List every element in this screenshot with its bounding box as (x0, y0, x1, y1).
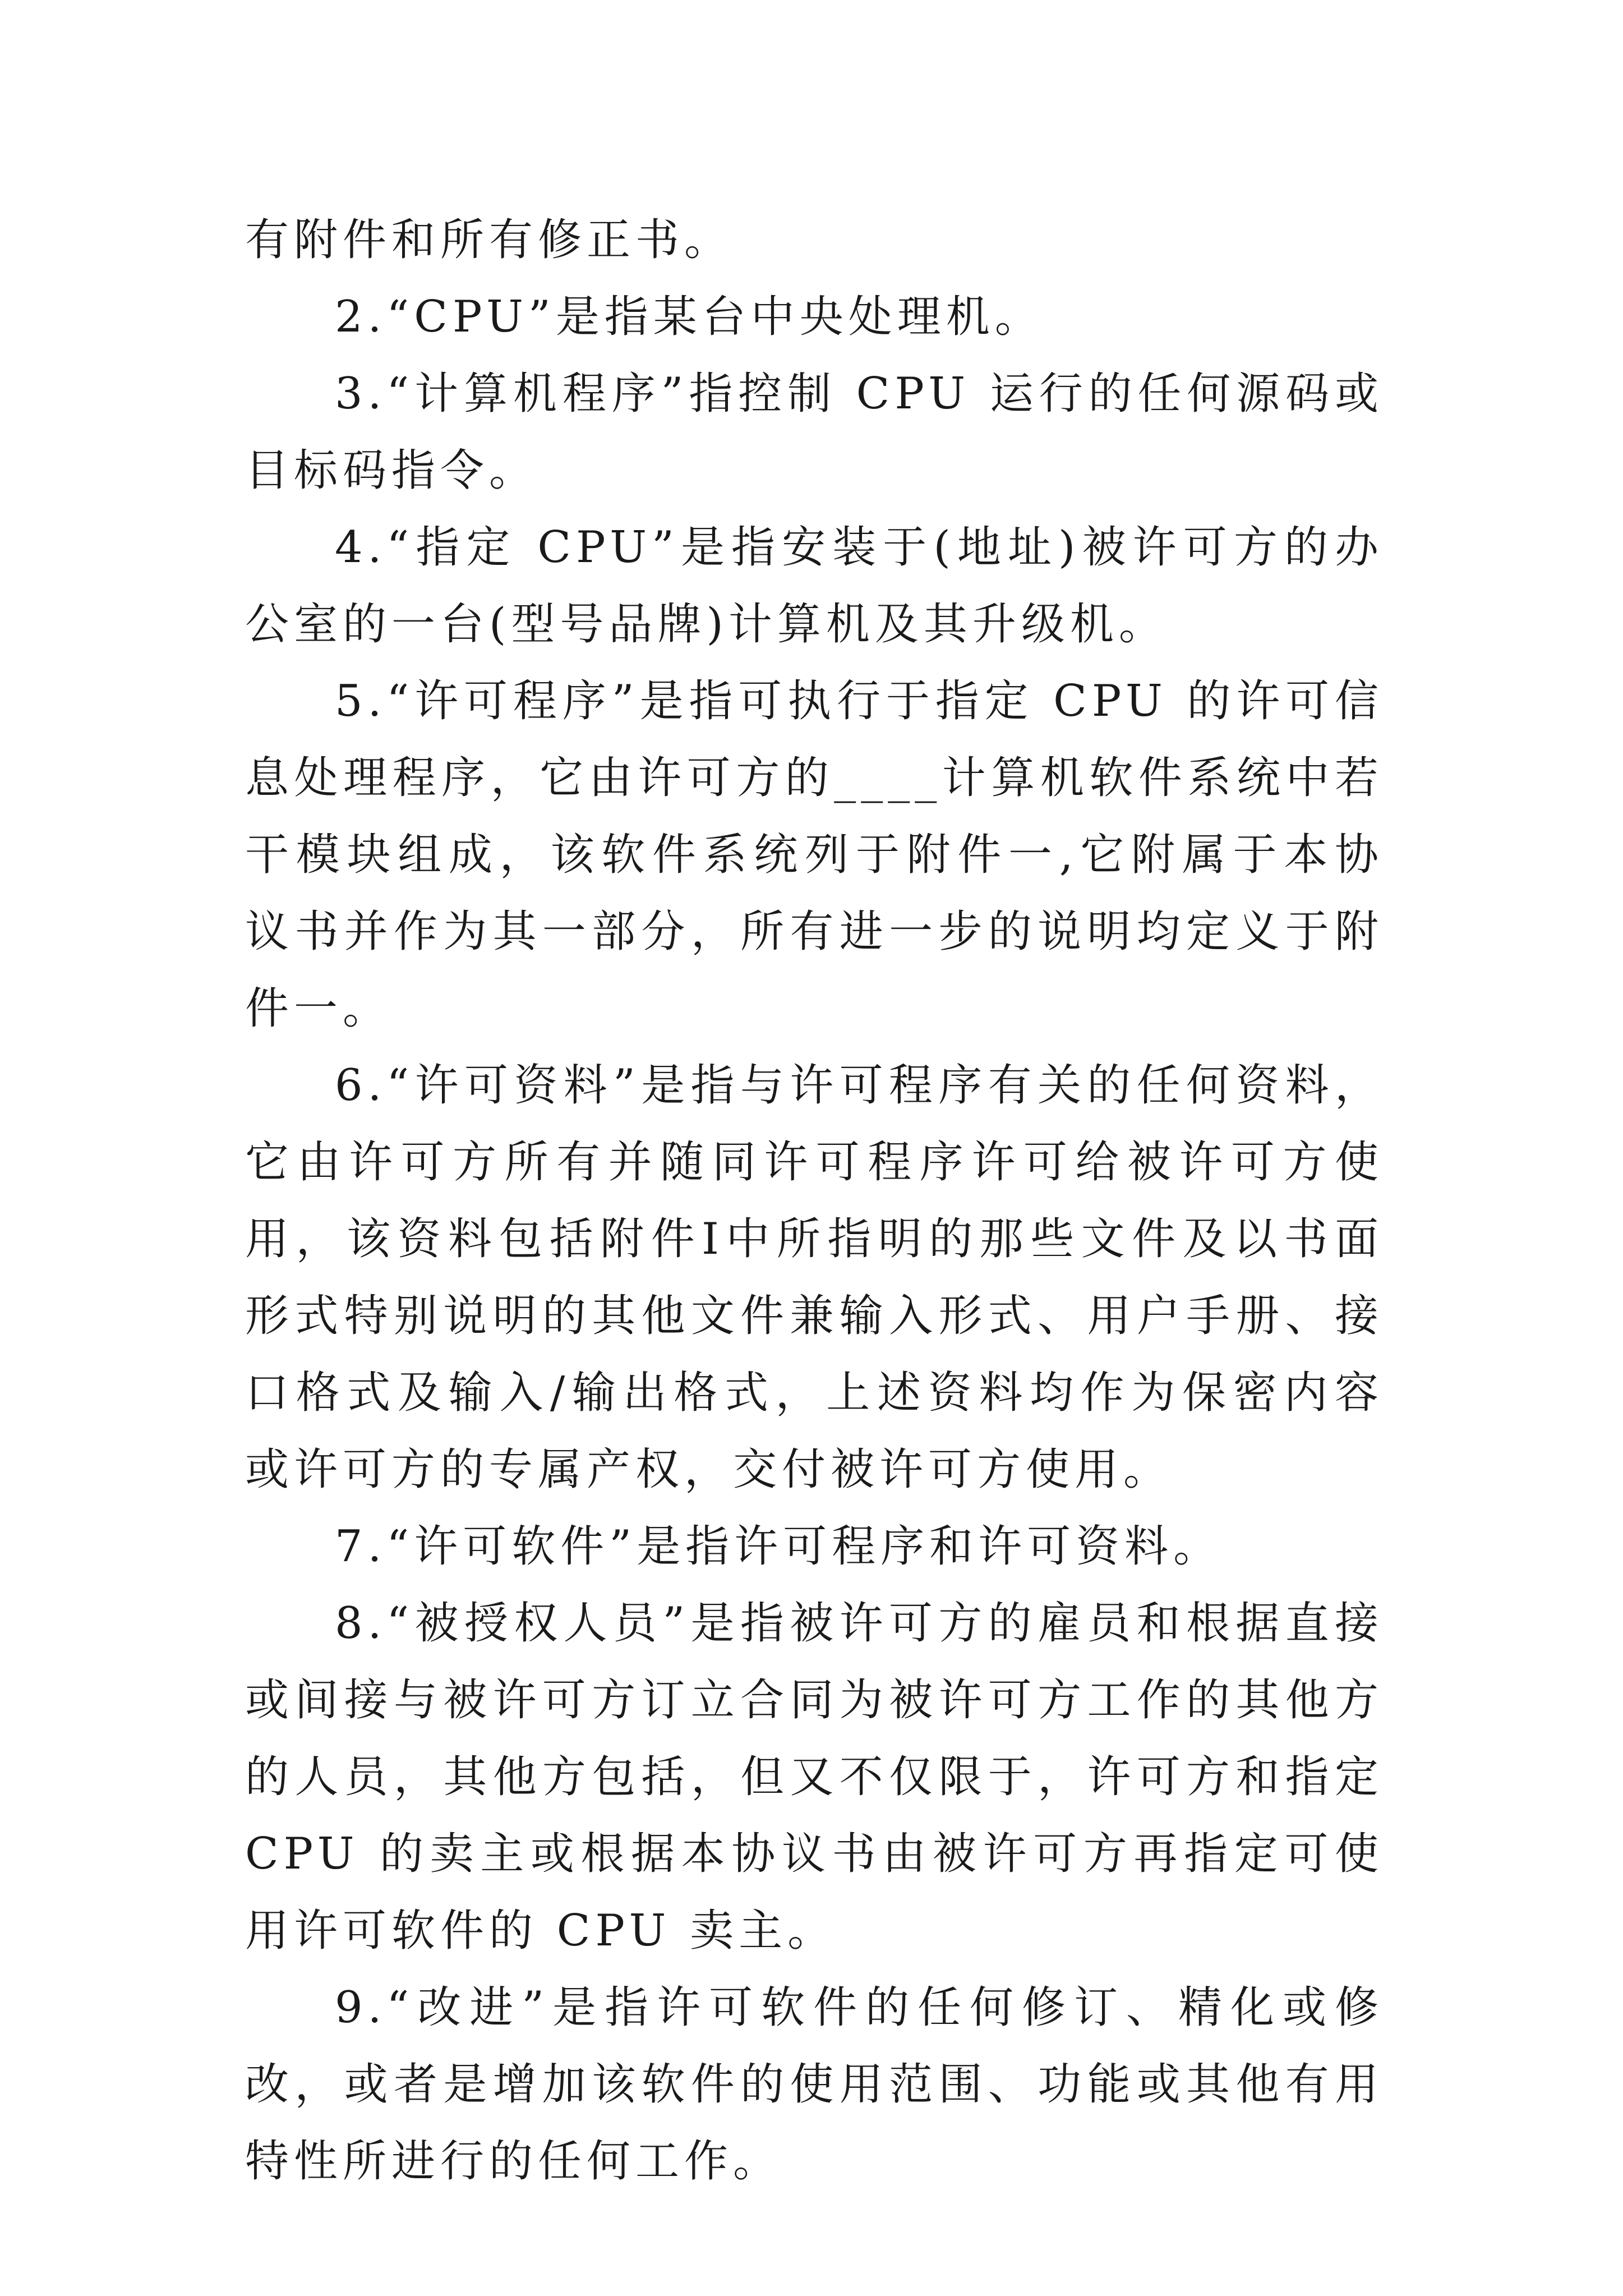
document-body (245, 202, 1384, 2200)
definition-paragraph-3: 3.“计算机程序”指控制 CPU 运行的任何源码或目标码指令。 (245, 369, 1384, 496)
paragraph-continuation: 有附件和所有修正书。 (245, 215, 734, 265)
definition-paragraph-5: 5.“许可程序”是指可执行于指定 CPU 的许可信息处理程序，它由许可方的____计算机软件系统中若干模块组成，该软件系统列于附件一,它附属于本协议书并作为其一部分，所有进一步的说明均定义于附件一。 (245, 676, 1384, 1034)
definition-paragraph-6: 6.“许可资料”是指与许可程序有关的任何资料，它由许可方所有并随同许可程序许可给被许可方使用，该资料包括附件Ⅰ中所指明的那些文件及以书面形式特别说明的其他文件兼输入形式、用户手册、接口格式及输入/输出格式，上述资料均作为保密内容或许可方的专属产权，交付被许可方使用。 (245, 1060, 1384, 1495)
definition-paragraph-4: 4.“指定 CPU”是指安装于(地址)被许可方的办公室的一台(型号品牌)计算机及其升级机。 (245, 522, 1384, 650)
definition-paragraph-8: 8.“被授权人员”是指被许可方的雇员和根据直接或间接与被许可方订立合同为被许可方工作的其他方的人员，其他方包括，但又不仅限于，许可方和指定 CPU 的卖主或根据本协议书由被许可方再指定可使用许可软件的 CPU 卖主。 (245, 1598, 1384, 1956)
definition-paragraph-2: 2.“CPU”是指某台中央处理机。 (335, 292, 1044, 342)
definition-paragraph-9: 9.“改进”是指许可软件的任何修订、精化或修改，或者是增加该软件的使用范围、功能或其他有用特性所进行的任何工作。 (245, 1982, 1384, 2187)
definition-paragraph-7: 7.“许可软件”是指许可程序和许可资料。 (335, 1521, 1223, 1572)
